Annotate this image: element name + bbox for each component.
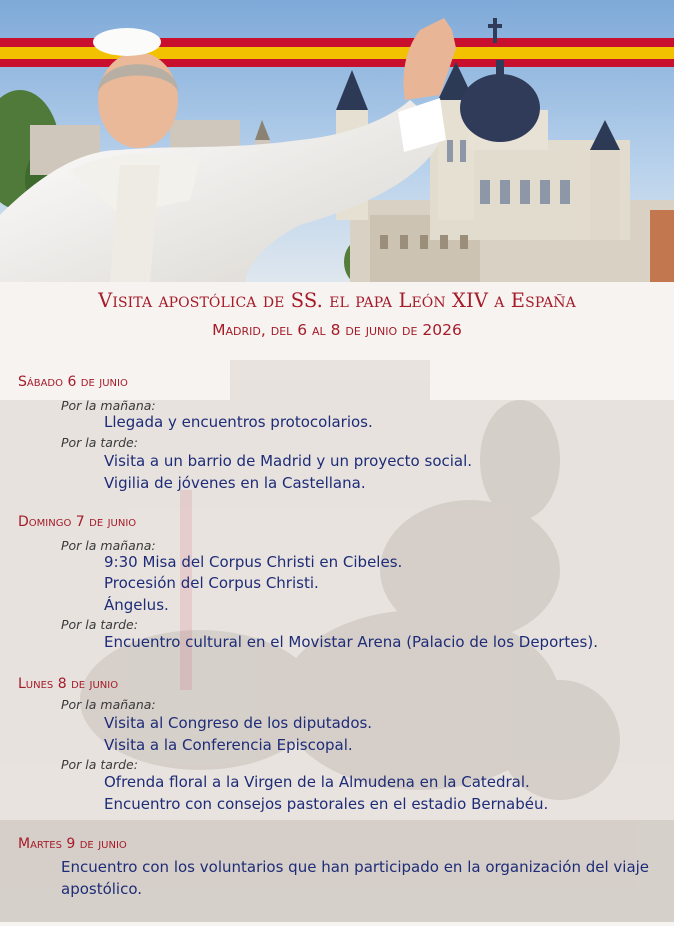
day-heading-monday: Lunes 8 de junio — [18, 676, 119, 692]
event-item: Ofrenda floral a la Virgen de la Almudena en la Catedral. — [104, 773, 530, 791]
event-item: Visita al Congreso de los diputados. — [104, 714, 373, 732]
event-item: Encuentro cultural en el Movistar Arena (Palacio de los Deportes). — [104, 633, 598, 651]
event-item: Vigilia de jóvenes en la Castellana. — [104, 474, 366, 492]
event-item: Encuentro con consejos pastorales en el estadio Bernabéu. — [104, 795, 549, 813]
day-heading-sunday: Domingo 7 de junio — [18, 514, 137, 530]
period-label: Por la tarde: — [61, 757, 138, 772]
page-title: Visita apostólica de SS. el papa León XIV a España — [98, 289, 576, 312]
event-item: Procesión del Corpus Christi. — [104, 574, 319, 592]
page-subtitle: Madrid, del 6 al 8 de junio de 2026 — [212, 321, 462, 339]
period-label: Por la tarde: — [61, 617, 138, 632]
event-item: Encuentro con los voluntarios que han participado en la organización del viaje apostólico. — [61, 858, 650, 898]
event-item: Ángelus. — [104, 596, 169, 614]
event-item: Visita a la Conferencia Episcopal. — [104, 736, 353, 754]
period-label: Por la mañana: — [61, 398, 156, 413]
period-label: Por la mañana: — [61, 697, 156, 712]
event-item: Visita a un barrio de Madrid y un proyecto social. — [104, 452, 473, 470]
event-item: 9:30 Misa del Corpus Christi en Cibeles. — [104, 553, 403, 571]
day-heading-saturday: Sábado 6 de junio — [18, 374, 128, 390]
event-item: Llegada y encuentros protocolarios. — [104, 413, 373, 431]
period-label: Por la tarde: — [61, 435, 138, 450]
day-heading-tuesday: Martes 9 de junio — [18, 836, 127, 852]
period-label: Por la mañana: — [61, 538, 156, 553]
